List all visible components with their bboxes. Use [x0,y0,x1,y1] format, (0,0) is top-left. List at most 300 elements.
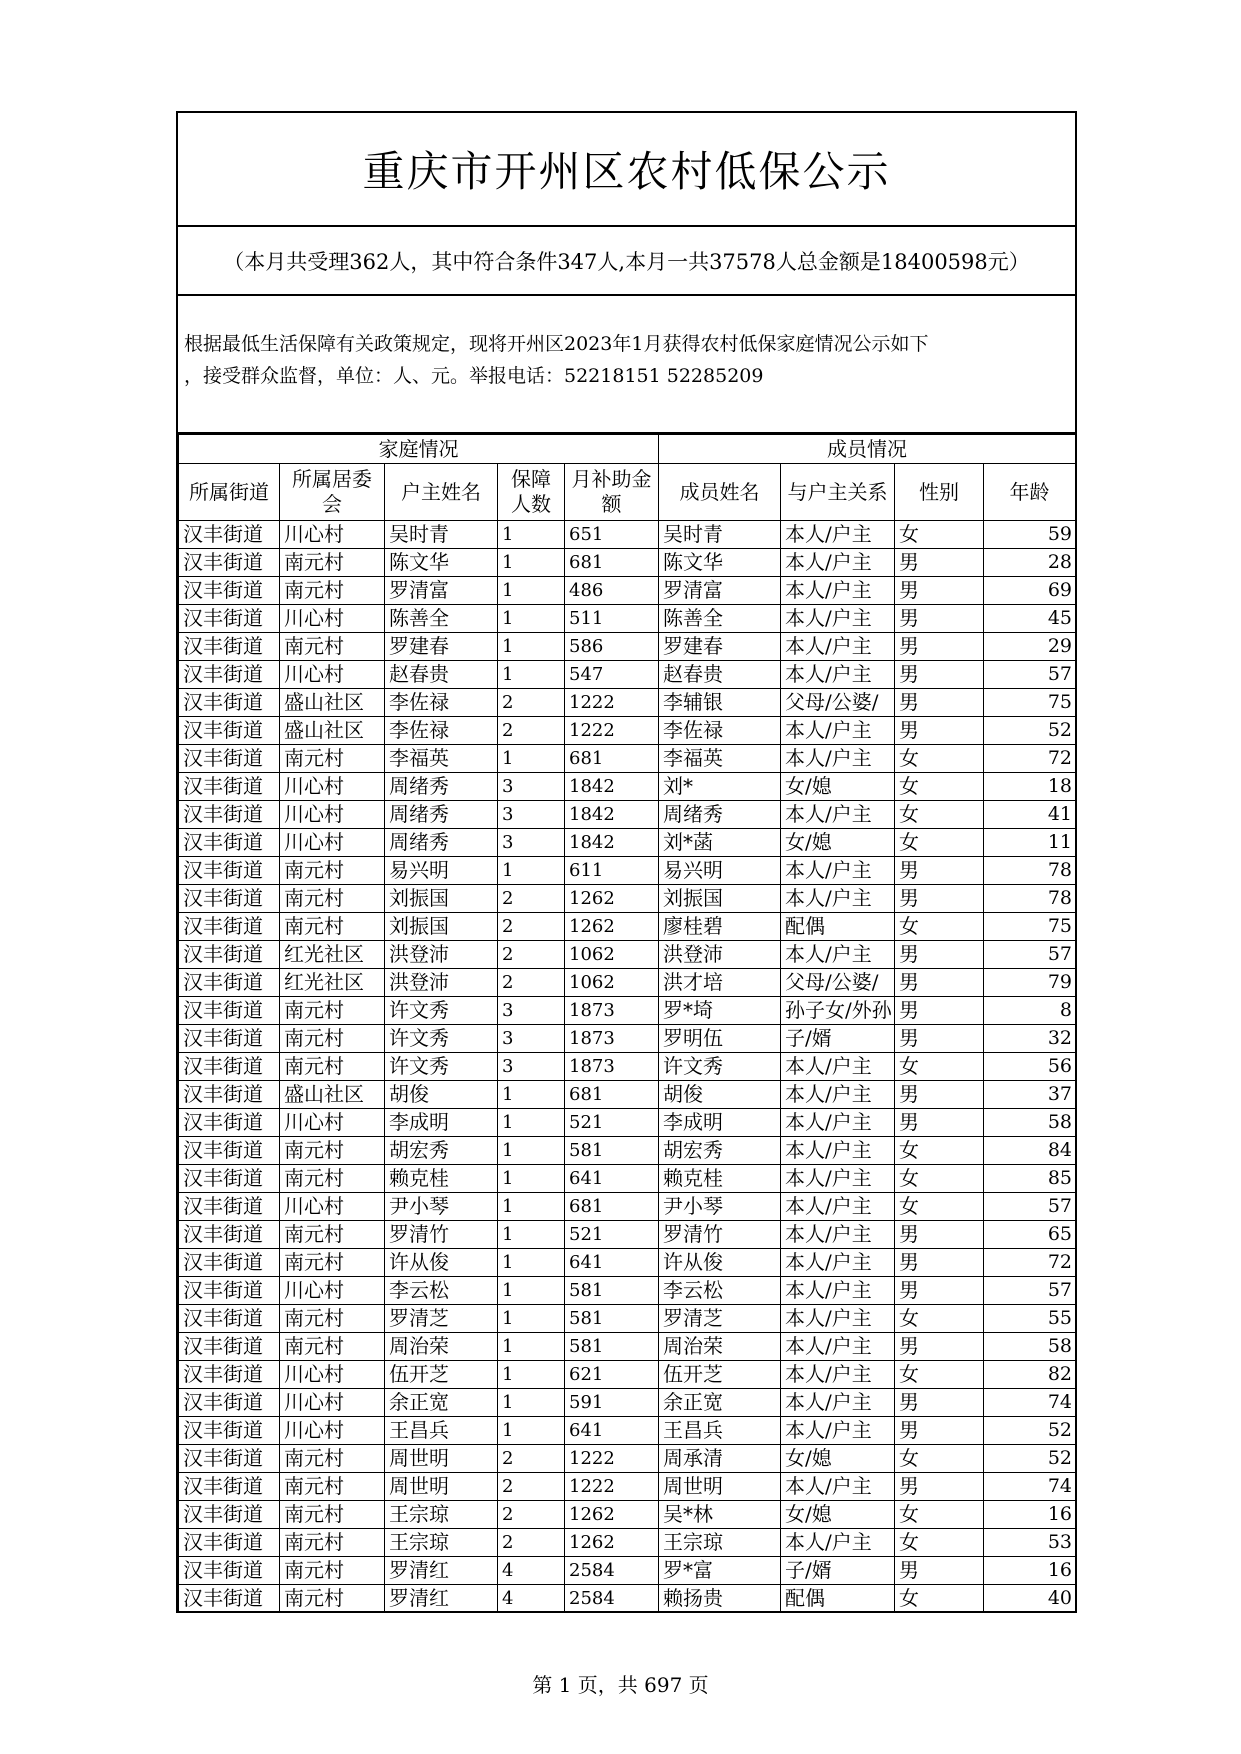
cell-householder: 伍开芝 [385,1361,498,1389]
table-row [179,1529,1076,1557]
cell-gender: 男 [895,1333,984,1361]
cell-committee: 南元村 [280,549,385,577]
cell-gender: 男 [895,857,984,885]
cell-householder: 许文秀 [385,1025,498,1053]
cell-committee: 川心村 [280,801,385,829]
cell-relation: 女/媳 [781,829,895,857]
cell-committee: 南元村 [280,745,385,773]
cell-covered-count: 1 [498,1193,565,1221]
cell-monthly-amount: 486 [565,577,659,605]
cell-member-name: 罗清富 [659,577,781,605]
cell-age: 82 [984,1361,1076,1389]
cell-member-name: 尹小琴 [659,1193,781,1221]
cell-covered-count: 1 [498,745,565,773]
cell-gender: 女 [895,1585,984,1613]
table-row [179,521,1076,549]
cell-relation: 本人/户主 [781,1109,895,1137]
cell-relation: 女/媳 [781,1445,895,1473]
cell-covered-count: 3 [498,1053,565,1081]
cell-member-name: 周承清 [659,1445,781,1473]
cell-member-name: 李福英 [659,745,781,773]
cell-member-name: 刘*菡 [659,829,781,857]
cell-householder: 许文秀 [385,1053,498,1081]
cell-gender: 男 [895,605,984,633]
cell-covered-count: 3 [498,997,565,1025]
cell-monthly-amount: 1222 [565,1473,659,1501]
cell-householder: 许从俊 [385,1249,498,1277]
cell-monthly-amount: 611 [565,857,659,885]
cell-street: 汉丰街道 [179,1417,280,1445]
cell-householder: 易兴明 [385,857,498,885]
cell-age: 59 [984,521,1076,549]
cell-age: 45 [984,605,1076,633]
cell-monthly-amount: 1222 [565,1445,659,1473]
cell-age: 29 [984,633,1076,661]
cell-age: 75 [984,689,1076,717]
cell-covered-count: 2 [498,1529,565,1557]
cell-covered-count: 1 [498,1305,565,1333]
cell-age: 57 [984,1193,1076,1221]
cell-covered-count: 4 [498,1585,565,1613]
cell-street: 汉丰街道 [179,1053,280,1081]
table-row [179,941,1076,969]
cell-street: 汉丰街道 [179,1501,280,1529]
group-header-row [179,435,1076,464]
cell-householder: 周绪秀 [385,829,498,857]
cell-committee: 川心村 [280,1193,385,1221]
cell-gender: 男 [895,1473,984,1501]
cell-committee: 红光社区 [280,969,385,997]
cell-street: 汉丰街道 [179,577,280,605]
cell-committee: 川心村 [280,1277,385,1305]
cell-householder: 李云松 [385,1277,498,1305]
cell-householder: 赖克桂 [385,1165,498,1193]
cell-age: 79 [984,969,1076,997]
cell-relation: 本人/户主 [781,1193,895,1221]
cell-street: 汉丰街道 [179,1305,280,1333]
table-row [179,997,1076,1025]
table-body [179,521,1076,1613]
cell-householder: 陈善全 [385,605,498,633]
cell-committee: 南元村 [280,633,385,661]
table-row [179,1305,1076,1333]
family-group-header: 家庭情况 [179,435,659,464]
notice-sheet [176,111,1077,1613]
cell-householder: 余正宽 [385,1389,498,1417]
col-header-street: 所属街道 [179,464,280,521]
cell-gender: 女 [895,1193,984,1221]
cell-committee: 盛山社区 [280,1081,385,1109]
cell-covered-count: 4 [498,1557,565,1585]
cell-covered-count: 2 [498,969,565,997]
cell-gender: 男 [895,885,984,913]
cell-member-name: 洪才培 [659,969,781,997]
cell-monthly-amount: 581 [565,1333,659,1361]
cell-gender: 男 [895,969,984,997]
cell-relation: 本人/户主 [781,745,895,773]
cell-householder: 周绪秀 [385,773,498,801]
cell-street: 汉丰街道 [179,1557,280,1585]
cell-age: 11 [984,829,1076,857]
cell-covered-count: 1 [498,1389,565,1417]
cell-age: 28 [984,549,1076,577]
cell-householder: 罗清竹 [385,1221,498,1249]
table-row [179,1025,1076,1053]
cell-member-name: 易兴明 [659,857,781,885]
cell-monthly-amount: 1222 [565,689,659,717]
col-header-gender: 性别 [895,464,984,521]
cell-street: 汉丰街道 [179,1109,280,1137]
cell-householder: 李佐禄 [385,717,498,745]
cell-member-name: 罗清竹 [659,1221,781,1249]
cell-monthly-amount: 681 [565,1081,659,1109]
cell-age: 84 [984,1137,1076,1165]
cell-member-name: 吴时青 [659,521,781,549]
cell-relation: 本人/户主 [781,1333,895,1361]
table-row [179,605,1076,633]
table-row [179,913,1076,941]
cell-street: 汉丰街道 [179,773,280,801]
cell-street: 汉丰街道 [179,661,280,689]
cell-relation: 本人/户主 [781,1389,895,1417]
cell-member-name: 洪登沛 [659,941,781,969]
cell-age: 52 [984,1445,1076,1473]
cell-gender: 男 [895,1389,984,1417]
cell-householder: 李福英 [385,745,498,773]
cell-monthly-amount: 1262 [565,913,659,941]
cell-committee: 南元村 [280,1249,385,1277]
cell-street: 汉丰街道 [179,1165,280,1193]
cell-relation: 配偶 [781,1585,895,1613]
cell-member-name: 余正宽 [659,1389,781,1417]
cell-age: 75 [984,913,1076,941]
cell-street: 汉丰街道 [179,1529,280,1557]
cell-covered-count: 2 [498,1445,565,1473]
cell-householder: 胡宏秀 [385,1137,498,1165]
cell-age: 69 [984,577,1076,605]
cell-age: 32 [984,1025,1076,1053]
cell-relation: 本人/户主 [781,1361,895,1389]
cell-monthly-amount: 1873 [565,1053,659,1081]
table-row [179,1473,1076,1501]
cell-relation: 本人/户主 [781,1053,895,1081]
cell-committee: 南元村 [280,1025,385,1053]
col-header-age: 年龄 [984,464,1076,521]
cell-committee: 川心村 [280,1109,385,1137]
cell-relation: 父母/公婆/ [781,689,895,717]
cell-householder: 洪登沛 [385,969,498,997]
cell-covered-count: 3 [498,773,565,801]
cell-covered-count: 2 [498,689,565,717]
cell-covered-count: 2 [498,913,565,941]
cell-member-name: 赖克桂 [659,1165,781,1193]
cell-committee: 南元村 [280,913,385,941]
cell-monthly-amount: 511 [565,605,659,633]
table-row [179,773,1076,801]
cell-covered-count: 1 [498,1109,565,1137]
table-row [179,689,1076,717]
cell-relation: 本人/户主 [781,1165,895,1193]
table-row [179,1249,1076,1277]
cell-monthly-amount: 581 [565,1305,659,1333]
cell-relation: 孙子女/外孙 [781,997,895,1025]
cell-member-name: 许文秀 [659,1053,781,1081]
cell-age: 16 [984,1501,1076,1529]
cell-relation: 配偶 [781,913,895,941]
cell-gender: 女 [895,745,984,773]
cell-committee: 盛山社区 [280,717,385,745]
cell-monthly-amount: 1842 [565,801,659,829]
cell-street: 汉丰街道 [179,1361,280,1389]
cell-street: 汉丰街道 [179,745,280,773]
cell-householder: 刘振国 [385,885,498,913]
summary-band [178,227,1075,296]
cell-street: 汉丰街道 [179,1081,280,1109]
cell-householder: 周世明 [385,1473,498,1501]
cell-age: 37 [984,1081,1076,1109]
cell-relation: 本人/户主 [781,1137,895,1165]
cell-covered-count: 1 [498,577,565,605]
cell-member-name: 李佐禄 [659,717,781,745]
table-row [179,1417,1076,1445]
page-title: 重庆市开州区农村低保公示 [362,147,891,196]
cell-committee: 南元村 [280,1445,385,1473]
cell-covered-count: 3 [498,801,565,829]
cell-covered-count: 1 [498,1361,565,1389]
cell-gender: 女 [895,829,984,857]
cell-street: 汉丰街道 [179,521,280,549]
cell-monthly-amount: 1873 [565,1025,659,1053]
cell-householder: 罗清红 [385,1557,498,1585]
cell-monthly-amount: 621 [565,1361,659,1389]
cell-age: 78 [984,857,1076,885]
col-header-member-name: 成员姓名 [659,464,781,521]
cell-relation: 本人/户主 [781,1249,895,1277]
cell-relation: 本人/户主 [781,1081,895,1109]
col-header-relation: 与户主关系 [781,464,895,521]
cell-monthly-amount: 1062 [565,941,659,969]
cell-relation: 本人/户主 [781,1473,895,1501]
cell-committee: 红光社区 [280,941,385,969]
cell-age: 72 [984,745,1076,773]
cell-street: 汉丰街道 [179,829,280,857]
cell-covered-count: 1 [498,857,565,885]
cell-committee: 南元村 [280,857,385,885]
cell-relation: 子/婿 [781,1557,895,1585]
cell-relation: 子/婿 [781,1025,895,1053]
cell-covered-count: 1 [498,1277,565,1305]
cell-committee: 南元村 [280,1305,385,1333]
cell-relation: 本人/户主 [781,1221,895,1249]
cell-street: 汉丰街道 [179,1585,280,1613]
cell-householder: 赵春贵 [385,661,498,689]
cell-householder: 李成明 [385,1109,498,1137]
cell-monthly-amount: 641 [565,1249,659,1277]
cell-monthly-amount: 1222 [565,717,659,745]
cell-relation: 本人/户主 [781,1417,895,1445]
table-row [179,745,1076,773]
cell-street: 汉丰街道 [179,1389,280,1417]
cell-member-name: 廖桂碧 [659,913,781,941]
cell-covered-count: 1 [498,633,565,661]
cell-householder: 王宗琼 [385,1529,498,1557]
table-row [179,857,1076,885]
cell-member-name: 吴*林 [659,1501,781,1529]
cell-gender: 男 [895,1109,984,1137]
cell-committee: 川心村 [280,1417,385,1445]
cell-gender: 男 [895,1557,984,1585]
cell-member-name: 李云松 [659,1277,781,1305]
cell-street: 汉丰街道 [179,717,280,745]
cell-monthly-amount: 651 [565,521,659,549]
cell-gender: 女 [895,913,984,941]
page-footer: 第 1 页，共 697 页 [532,1673,709,1697]
cell-covered-count: 1 [498,1165,565,1193]
table-row [179,549,1076,577]
cell-relation: 本人/户主 [781,577,895,605]
cell-age: 52 [984,1417,1076,1445]
cell-gender: 女 [895,1165,984,1193]
cell-gender: 女 [895,1137,984,1165]
cell-gender: 女 [895,1361,984,1389]
cell-covered-count: 2 [498,1501,565,1529]
cell-age: 41 [984,801,1076,829]
table-row [179,969,1076,997]
cell-monthly-amount: 2584 [565,1585,659,1613]
cell-member-name: 陈善全 [659,605,781,633]
cell-householder: 吴时青 [385,521,498,549]
table-row [179,1165,1076,1193]
cell-gender: 男 [895,717,984,745]
cell-relation: 本人/户主 [781,633,895,661]
cell-age: 74 [984,1389,1076,1417]
table-row [179,1193,1076,1221]
cell-covered-count: 1 [498,521,565,549]
cell-gender: 女 [895,521,984,549]
cell-covered-count: 2 [498,717,565,745]
cell-age: 53 [984,1529,1076,1557]
cell-gender: 女 [895,801,984,829]
table-row [179,829,1076,857]
cell-householder: 罗清富 [385,577,498,605]
cell-gender: 男 [895,689,984,717]
cell-monthly-amount: 1262 [565,1529,659,1557]
cell-age: 18 [984,773,1076,801]
cell-committee: 南元村 [280,1221,385,1249]
table-row [179,1333,1076,1361]
relief-table [178,434,1076,1613]
cell-age: 72 [984,1249,1076,1277]
cell-committee: 川心村 [280,773,385,801]
cell-committee: 盛山社区 [280,689,385,717]
cell-householder: 罗清红 [385,1585,498,1613]
cell-gender: 男 [895,633,984,661]
cell-relation: 本人/户主 [781,549,895,577]
cell-committee: 南元村 [280,1501,385,1529]
cell-gender: 男 [895,549,984,577]
table-row [179,1277,1076,1305]
cell-member-name: 许从俊 [659,1249,781,1277]
cell-member-name: 罗*埼 [659,997,781,1025]
cell-gender: 男 [895,1025,984,1053]
table-row [179,633,1076,661]
cell-gender: 男 [895,1277,984,1305]
table-row [179,661,1076,689]
cell-member-name: 周世明 [659,1473,781,1501]
cell-committee: 川心村 [280,1389,385,1417]
cell-householder: 许文秀 [385,997,498,1025]
cell-relation: 本人/户主 [781,1305,895,1333]
notice-band [178,296,1075,434]
cell-street: 汉丰街道 [179,1333,280,1361]
cell-street: 汉丰街道 [179,913,280,941]
cell-street: 汉丰街道 [179,885,280,913]
cell-committee: 南元村 [280,1529,385,1557]
cell-gender: 女 [895,773,984,801]
cell-member-name: 王宗琼 [659,1529,781,1557]
cell-monthly-amount: 1842 [565,773,659,801]
cell-member-name: 赵春贵 [659,661,781,689]
cell-gender: 男 [895,997,984,1025]
cell-member-name: 周治荣 [659,1333,781,1361]
cell-relation: 父母/公婆/ [781,969,895,997]
cell-committee: 川心村 [280,605,385,633]
cell-street: 汉丰街道 [179,605,280,633]
cell-member-name: 刘振国 [659,885,781,913]
cell-member-name: 罗清芝 [659,1305,781,1333]
cell-member-name: 王昌兵 [659,1417,781,1445]
cell-street: 汉丰街道 [179,633,280,661]
cell-monthly-amount: 1062 [565,969,659,997]
cell-member-name: 陈文华 [659,549,781,577]
cell-committee: 南元村 [280,1165,385,1193]
cell-street: 汉丰街道 [179,997,280,1025]
cell-street: 汉丰街道 [179,1445,280,1473]
cell-covered-count: 1 [498,661,565,689]
cell-gender: 女 [895,1501,984,1529]
cell-member-name: 赖扬贵 [659,1585,781,1613]
cell-relation: 女/媳 [781,773,895,801]
col-header-covered-count: 保障人数 [498,464,565,521]
cell-monthly-amount: 581 [565,1137,659,1165]
cell-member-name: 罗*富 [659,1557,781,1585]
cell-age: 58 [984,1109,1076,1137]
cell-householder: 周世明 [385,1445,498,1473]
cell-gender: 男 [895,661,984,689]
col-header-householder: 户主姓名 [385,464,498,521]
cell-committee: 川心村 [280,661,385,689]
cell-householder: 罗建春 [385,633,498,661]
cell-age: 57 [984,941,1076,969]
cell-age: 74 [984,1473,1076,1501]
table-row [179,1053,1076,1081]
cell-gender: 男 [895,1081,984,1109]
cell-covered-count: 2 [498,885,565,913]
cell-householder: 李佐禄 [385,689,498,717]
cell-member-name: 李成明 [659,1109,781,1137]
table-row [179,1137,1076,1165]
cell-street: 汉丰街道 [179,801,280,829]
cell-gender: 男 [895,1221,984,1249]
cell-committee: 南元村 [280,1473,385,1501]
cell-committee: 南元村 [280,1137,385,1165]
cell-street: 汉丰街道 [179,969,280,997]
cell-householder: 尹小琴 [385,1193,498,1221]
cell-member-name: 刘* [659,773,781,801]
cell-committee: 南元村 [280,1557,385,1585]
cell-street: 汉丰街道 [179,941,280,969]
cell-street: 汉丰街道 [179,1473,280,1501]
